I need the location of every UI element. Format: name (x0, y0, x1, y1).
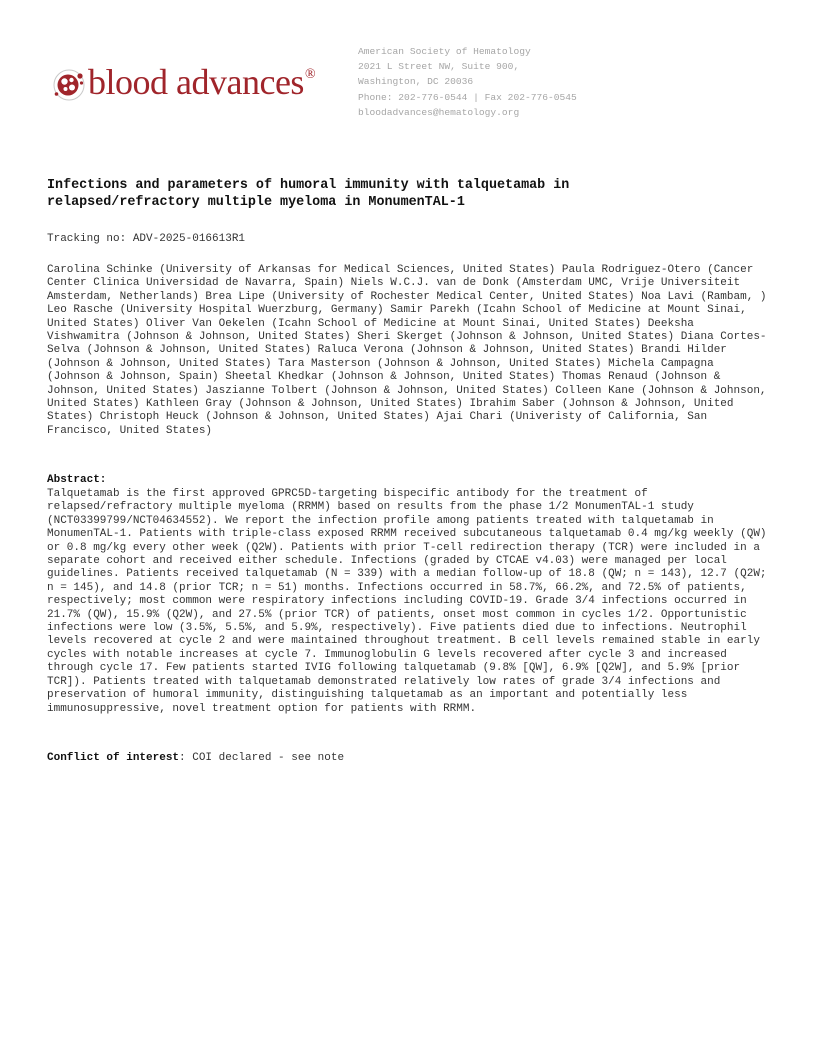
abstract-text: Talquetamab is the first approved GPRC5D-targeting bispecific antibody for the treatment of relapsed/refractory multiple myeloma (RRMM) based on results from the phase 1/2 MonumenTAL-1 study (NCT03399799/NCT04634552). We report the infection profile among patients treated with talquetamab in MonumenTAL-1. Patients with triple-class exposed RRMM received subcutaneous talquetamab 0.4 mg/kg weekly (QW) or 0.8 mg/kg every other week (Q2W). Patients with prior T-cell redirection therapy (TCR) were included in a separate cohort and received either schedule. Infections (graded by CTCAE v4.03) were managed per local guidelines. Patients received talquetamab (N = 339) with a median follow-up of 18.8 (QW; n = 143), 12.7 (Q2W; n = 145), and 14.8 (prior TCR; n = 51) months. Infections occurred in 58.7%, 66.2%, and 72.5% of patients, respectively; most common were respiratory infections including COVID-19. Grade 3/4 infections occurred in 21.7% (QW), 15.9% (Q2W), and 27.5% (prior TCR) of patients, onset most common in cycles 1/2. Opportunistic infections were low (3.5%, 5.5%, and 5.9%, respectively). Five patients died due to infections. Neutrophil levels recovered at cycle 2 and were maintained throughout treatment. B cell levels remained stable in early cycles with notable increases at cycle 7. Immunoglobulin G levels recovered after cycle 3 and increased through cycle 17. Few patients started IVIG following talquetamab (9.8% [QW], 6.9% [Q2W], and 5.9% [prior TCR]). Patients treated with talquetamab demonstrated relatively low rates of grade 3/4 infections and preservation of humoral immunity, distinguishing talquetamab as an important and potentially less immunosuppressive, novel treatment option for patients with RRMM. (47, 488, 767, 715)
publisher-email: bloodadvances@hematology.org (358, 106, 520, 118)
blood-drop-logo-icon (52, 68, 86, 102)
author-list: Carolina Schinke (University of Arkansas for Medical Sciences, United States) Paula Rodriguez-Otero (Cancer Center Clinica Universidad de Navarra, Spain) Niels W.C.J. van de Donk (Amsterdam UMC, Vrije Universiteit Amsterdam, Netherlands) Brea Lipe (University of Rochester Medical Center, United States) Noa Lavi (Rambam, ) Leo Rasche (University Hospital Wuerzburg, Germany) Samir Parekh (Icahn School of Medicine at Mount Sinai, United States) Oliver Van Oekelen (Icahn School of Medicine at Mount Sinai, United States) Deeksha Vishwamitra (Johnson & Johnson, United States) Sheri Skerget (Johnson & Johnson, United States) Diana Cortes-Selva (Johnson & Johnson, United States) Raluca Verona (Johnson & Johnson, United States) Brandi Hilder (Johnson & Johnson, United States) Tara Masterson (Johnson & Johnson, United States) Michela Campagna (Johnson & Johnson, Spain) Sheetal Khedkar (Johnson & Johnson, United States) Thomas Renaud (Johnson & Johnson, United States) Jaszianne Tolbert (Johnson & Johnson, United States) Colleen Kane (Johnson & Johnson, United States) Kathleen Gray (Johnson & Johnson, United States) Ibrahim Saber (Johnson & Johnson, United States) Christoph Heuck (Johnson & Johnson, United States) Ajai Chari (Univeristy of California, San Francisco, United States) (47, 264, 767, 437)
publisher-address-line1: 2021 L Street NW, Suite 900, (358, 61, 520, 73)
publisher-phone: Phone: 202-776-0544 | Fax 202-776-0545 (358, 91, 577, 103)
publisher-name: American Society of Hematology (358, 46, 531, 57)
coi-label: Conflict of interest (47, 752, 180, 764)
journal-logo (52, 64, 342, 106)
publisher-address-line2: Washington, DC 20036 (358, 76, 474, 88)
coi-value: : COI declared - see note (179, 752, 345, 764)
tracking-number: Tracking no: ADV-2025-016613R1 (47, 233, 246, 245)
journal-name: blood advances® (88, 62, 316, 102)
abstract-heading: Abstract: (47, 474, 107, 486)
conflict-of-interest (47, 751, 344, 765)
publisher-address-block (358, 44, 577, 120)
article-title: Infections and parameters of humoral immunity with talquetamab in relapsed/refractory multiple myeloma in MonumenTAL-1 (47, 178, 570, 210)
